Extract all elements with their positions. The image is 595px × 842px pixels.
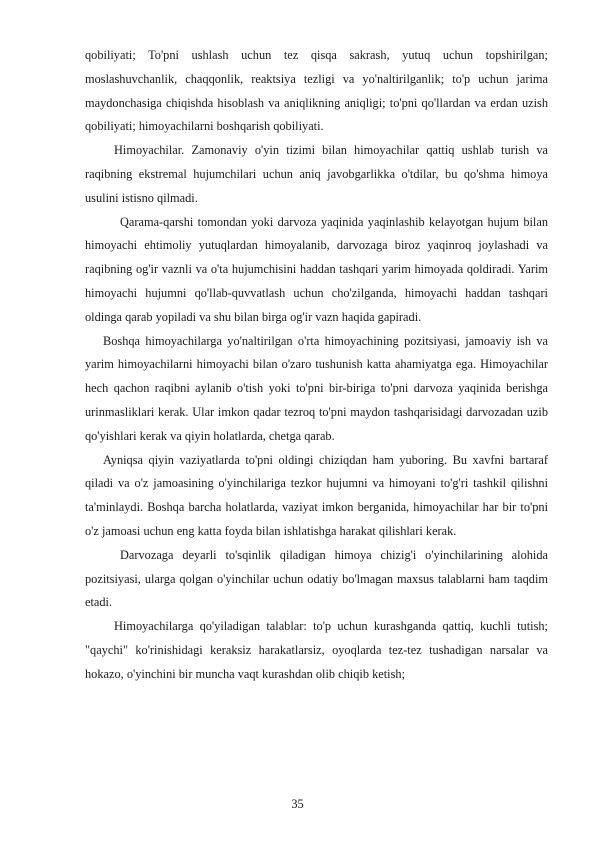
paragraph-difficult-situations: Ayniqsa qiyin vaziyatlarda to'pni oldingi chiziqdan ham yuboring. Bu xavfni bartaraf qiladi va o'z jamoasining o'yinchilariga tezkor hujumni va himoyani to'g'ri tashkil qilishni ta'minlaydi. Boshqa barcha holatlarda, vaziyat imkon berganida, himoyachilar har bir to'pni o'z jamoasi uchun eng katta foyda bilan ishlatishga harakat qilishlari kerak. — [85, 452, 548, 538]
paragraph-central-defender: Boshqa himoyachilarga yo'naltirilgan o'rta himoyachining pozitsiyasi, jamoaviy ish va yarim himoyachilarni himoyachi bilan o'zaro tushunish katta ahamiyatga ega. Himoyachilar hech qachon raqibni aylanib o'tish yoki to'pni bir-biriga to'pni darvoza yaqinida berishga urinmasliklari kerak. Ular imkon qadar tezroq to'pni maydon tashqarisidagi darvozadan uzib qo'yishlari kerak va qiyin holatlarda, chetga qarab. — [85, 333, 548, 443]
page-body — [85, 44, 548, 687]
paragraph-defender-requirements: Himoyachilarga qo'yiladigan talablar: to'p uchun kurashganda qattiq, kuchli tutish; "qaychi" ko'rinishidagi keraksiz harakatlarsiz, oyoqlarda tez-tez tushadigan narsalar va hokazo, o'yinchini bir muncha vaqt kurashdan olib chiqib ketish; — [85, 619, 548, 681]
page-number: 35 — [291, 797, 304, 811]
paragraph-defensive-line: Darvozaga deyarli to'sqinlik qiladigan himoya chizig'i o'yinchilarining alohida pozitsiyasi, ularga qolgan o'yinchilar uchun odatiy bo'lmagan maxsus talablarni ham taqdim etadi. — [85, 547, 548, 610]
paragraph-opposing-attack: Qarama-qarshi tomondan yoki darvoza yaqinida yaqinlashib kelayotgan hujum bilan himoyachi ehtimoliy yutuqlardan himoyalanib, darvozaga biroz yaqinroq joylashadi va raqibning og'ir vaznli va o'ta hujumchisini haddan tashqari yarim himoyada qoldiradi. Yarim himoyachi hujumni qo'llab-quvvatlash uchun cho'zilganda, himoyachi haddan tashqari oldinga qarab yopiladi va shu bilan birga og'ir vazn haqida gapiradi. — [85, 214, 548, 324]
paragraph-goalkeeper-abilities: qobiliyati; To'pni ushlash uchun tez qisqa sakrash, yutuq uchun topshirilgan; moslashuvchanlik, chaqqonlik, reaktsiya tezligi va yo'naltirilganlik; to'p uchun jarima maydonchasiga chiqishda hisoblash va aniqlikning aniqligi; to'pni qo'llardan va erdan uzish qobiliyati; himoyachilarni boshqarish qobiliyati. — [85, 48, 548, 134]
paragraph-defenders-intro: Himoyachilar. Zamonaviy o'yin tizimi bilan himoyachilar qattiq ushlab turish va raqibning ekstremal hujumchilari uchun aniq javobgarlikka o'tdilar, bu qo'shma himoya usulini istisno qilmadi. — [85, 143, 548, 205]
